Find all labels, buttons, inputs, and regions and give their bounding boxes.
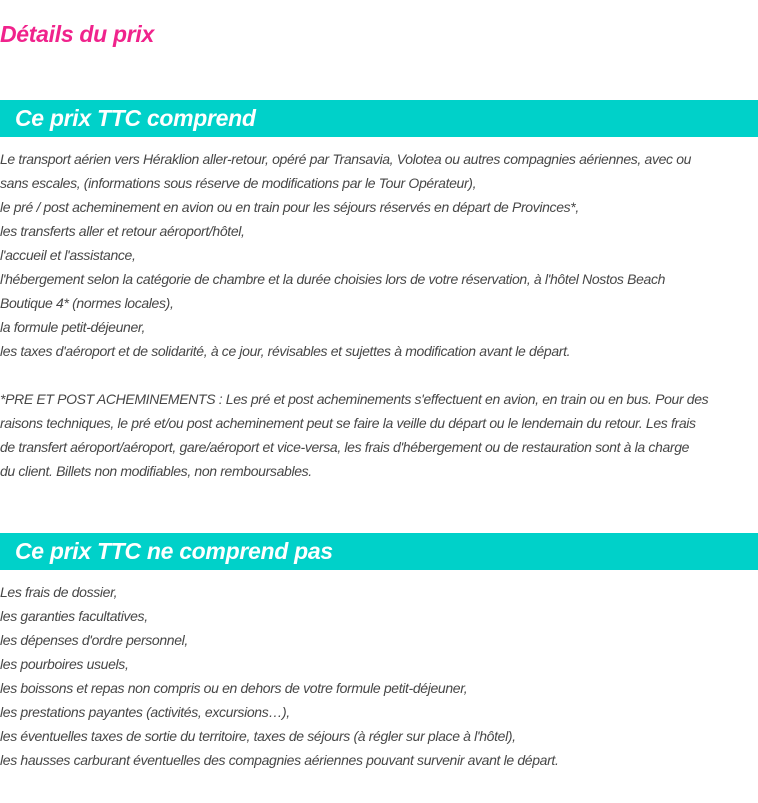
excluded-item: les dépenses d'ordre personnel, (0, 632, 188, 648)
included-item: la formule petit-déjeuner, (0, 319, 145, 335)
footnote-line: raisons techniques, le pré et/ou post acheminement peut se faire la veille du départ ou le lendemain du retour. Les frais (0, 415, 696, 431)
page-title: Détails du prix (0, 21, 154, 47)
included-item: Le transport aérien vers Héraklion aller-retour, opéré par Transavia, Volotea ou autres compagnies aériennes, avec ou (0, 151, 692, 167)
included-item: l'hébergement selon la catégorie de chambre et la durée choisies lors de votre réservation, à l'hôtel Nostos Beach (0, 271, 666, 287)
excluded-item: les éventuelles taxes de sortie du territoire, taxes de séjours (à régler sur place à l'hôtel), (0, 728, 516, 744)
included-item: les transferts aller et retour aéroport/hôtel, (0, 223, 245, 239)
excluded-item: Les frais de dossier, (0, 584, 118, 600)
footnote-line: *PRE ET POST ACHEMINEMENTS : Les pré et post acheminements s'effectuent en avion, en train ou en bus. Pour des (0, 391, 709, 407)
included-item: Boutique 4* (normes locales), (0, 295, 174, 311)
excluded-item: les prestations payantes (activités, excursions…), (0, 704, 290, 720)
footnote-line: de transfert aéroport/aéroport, gare/aéroport et vice-versa, les frais d'hébergement ou de restauration sont à la charge (0, 439, 690, 455)
excluded-items-list (0, 580, 758, 772)
footnote-line: du client. Billets non modifiables, non remboursables. (0, 463, 312, 479)
transfer-footnote (0, 387, 758, 483)
included-item: le pré / post acheminement en avion ou en train pour les séjours réservés en départ de Provinces*, (0, 199, 579, 215)
excluded-section-banner (0, 533, 758, 570)
included-item: les taxes d'aéroport et de solidarité, à ce jour, révisables et sujettes à modification avant le départ. (0, 343, 571, 359)
excluded-section-heading: Ce prix TTC ne comprend pas (15, 538, 333, 564)
included-section-heading: Ce prix TTC comprend (15, 105, 256, 131)
excluded-item: les pourboires usuels, (0, 656, 129, 672)
excluded-item: les garanties facultatives, (0, 608, 148, 624)
included-section-banner (0, 100, 758, 137)
excluded-item: les boissons et repas non compris ou en dehors de votre formule petit-déjeuner, (0, 680, 468, 696)
included-items-list (0, 147, 758, 363)
included-item: sans escales, (informations sous réserve de modifications par le Tour Opérateur), (0, 175, 477, 191)
excluded-item: les hausses carburant éventuelles des compagnies aériennes pouvant survenir avant le départ. (0, 752, 559, 768)
included-item: l'accueil et l'assistance, (0, 247, 136, 263)
